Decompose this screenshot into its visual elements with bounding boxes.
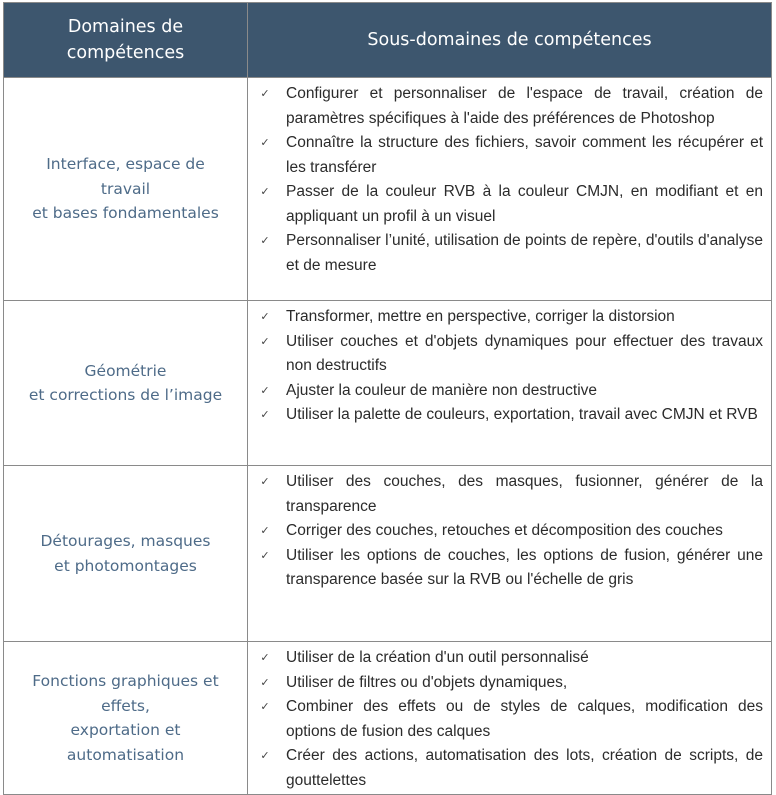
list-item bbox=[256, 229, 763, 278]
list-item-text: Utiliser de filtres ou d'objets dynamiques, bbox=[286, 673, 568, 691]
check-icon: ✓ bbox=[260, 749, 270, 762]
list-item-text: Configurer et personnaliser de l'espace de travail, création de paramètres spécifiques à l'aide des préférences de Photoshop bbox=[286, 85, 763, 127]
competence-table bbox=[3, 2, 772, 795]
subdomain-list bbox=[256, 82, 763, 278]
table-row bbox=[4, 466, 772, 642]
header-domaines bbox=[4, 3, 248, 78]
header-sous-domaines: Sous-domaines de compétences bbox=[248, 3, 772, 78]
subdomain-list bbox=[256, 470, 763, 593]
list-item-text: Corriger des couches, retouches et décomposition des couches bbox=[286, 522, 723, 539]
domain-cell bbox=[4, 78, 248, 301]
list-item bbox=[256, 519, 763, 544]
domain-line: et corrections de l’image bbox=[28, 386, 223, 404]
list-item-text: Utiliser des couches, des masques, fusionner, générer de la transparence bbox=[286, 473, 763, 515]
check-icon: ✓ bbox=[260, 87, 270, 100]
domain-cell bbox=[4, 301, 248, 466]
domain-line: Fonctions graphiques et bbox=[32, 672, 219, 690]
table-row bbox=[4, 78, 772, 301]
domain-line: Interface, espace de bbox=[46, 155, 205, 174]
list-item-text: Combiner des effets ou de styles de calques, modification des options de fusion des calques bbox=[286, 698, 763, 740]
list-item bbox=[256, 695, 763, 744]
subdomain-cell bbox=[248, 642, 772, 795]
check-icon: ✓ bbox=[260, 310, 270, 323]
list-item bbox=[256, 744, 763, 793]
list-item bbox=[256, 82, 763, 131]
competence-table-container bbox=[3, 2, 771, 795]
list-item-text: Personnaliser l’unité, utilisation de points de repère, d'outils d'analyse et de mesure bbox=[286, 232, 763, 274]
check-icon: ✓ bbox=[260, 548, 270, 562]
domain-line: Géométrie bbox=[84, 361, 167, 380]
check-icon: ✓ bbox=[260, 334, 270, 348]
list-item-text: Utiliser couches et d'objets dynamiques pour effectuer des travaux non destructifs bbox=[286, 332, 763, 374]
domain-line: et photomontages bbox=[54, 556, 197, 575]
check-icon: ✓ bbox=[260, 408, 270, 421]
list-item-text: Utiliser les options de couches, les options de fusion, générer une transparence basée sur la RVB ou l'échelle de gris bbox=[286, 546, 763, 588]
list-item-text: Passer de la couleur RVB à la couleur CMJN, en modifiant et en appliquant un profil à un visuel bbox=[286, 183, 763, 225]
header-row bbox=[4, 3, 772, 78]
list-item bbox=[256, 305, 763, 330]
subdomain-list bbox=[256, 305, 763, 428]
list-item bbox=[256, 131, 763, 180]
check-icon: ✓ bbox=[260, 185, 270, 198]
list-item-text: Transformer, mettre en perspective, corriger la distorsion bbox=[286, 308, 675, 325]
check-icon: ✓ bbox=[260, 475, 270, 488]
domain-line: effets, bbox=[101, 696, 150, 715]
list-item bbox=[256, 544, 763, 593]
check-icon: ✓ bbox=[260, 136, 270, 149]
list-item-text: Utiliser la palette de couleurs, exportation, travail avec CMJN et RVB bbox=[286, 406, 758, 423]
domain-line: travail bbox=[100, 179, 151, 198]
list-item-text: Ajuster la couleur de manière non destructive bbox=[286, 381, 598, 399]
check-icon: ✓ bbox=[260, 651, 270, 664]
table-row bbox=[4, 301, 772, 466]
subdomain-cell bbox=[248, 78, 772, 301]
header-domaines-line: compétences bbox=[66, 43, 185, 63]
domain-line: exportation et bbox=[70, 721, 181, 739]
list-item-text: Utiliser de la création d'un outil personnalisé bbox=[286, 649, 589, 666]
domain-cell bbox=[4, 466, 248, 642]
table-row bbox=[4, 642, 772, 795]
check-icon: ✓ bbox=[260, 700, 270, 713]
subdomain-cell bbox=[248, 466, 772, 642]
list-item bbox=[256, 646, 763, 671]
list-item bbox=[256, 671, 763, 696]
list-item bbox=[256, 470, 763, 519]
list-item bbox=[256, 403, 763, 428]
subdomain-cell bbox=[248, 301, 772, 466]
subdomain-list bbox=[256, 646, 763, 793]
check-icon: ✓ bbox=[260, 675, 270, 689]
header-domaines-line: Domaines de bbox=[67, 17, 184, 37]
list-item bbox=[256, 379, 763, 404]
list-item bbox=[256, 180, 763, 229]
check-icon: ✓ bbox=[260, 234, 270, 247]
list-item-text: Connaître la structure des fichiers, savoir comment les récupérer et les transférer bbox=[286, 134, 763, 176]
list-item bbox=[256, 330, 763, 379]
domain-line: Détourages, masques bbox=[40, 532, 211, 550]
list-item-text: Créer des actions, automatisation des lots, création de scripts, de gouttelettes bbox=[286, 747, 763, 789]
domain-line: automatisation bbox=[66, 745, 185, 764]
check-icon: ✓ bbox=[260, 383, 270, 397]
check-icon: ✓ bbox=[260, 524, 270, 537]
domain-cell bbox=[4, 642, 248, 795]
domain-line: et bases fondamentales bbox=[32, 204, 219, 223]
